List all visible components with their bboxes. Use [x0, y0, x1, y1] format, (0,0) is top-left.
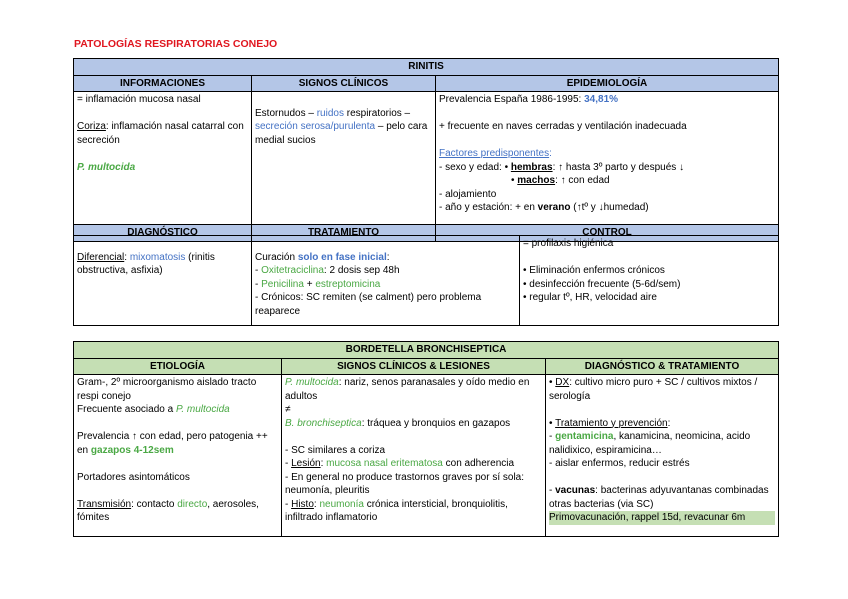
rinitis-col-signos: SIGNOS CLÍNICOS — [252, 75, 436, 92]
rinitis-col-informaciones: INFORMACIONES — [74, 75, 252, 92]
signos-text: Estornudos – ruidos respiratorios – secreción serosa/purulenta – pelo cara medial sucios — [255, 107, 428, 146]
page-title: PATOLOGÍAS RESPIRATORIAS CONEJO — [74, 38, 278, 50]
diag-diferencial: Diferencial: mixomatosis (rinitis obstructiva, asfixia) — [77, 251, 215, 276]
signos-coriza: - SC similares a coriza — [285, 444, 386, 456]
epi-factor-machos: • machos: ↑ con edad — [511, 175, 610, 186]
diag-primovacunacion: Primovacunación, rappel 15d, revacunar 6m — [549, 511, 775, 525]
epi-prevalencia: Prevalencia España 1986-1995: 34,81% — [439, 94, 619, 105]
info-definition: = inflamación mucosa nasal — [77, 94, 201, 105]
diag-dx: • DX: cultivo micro puro + SC / cultivos mixtos / serología — [549, 377, 758, 402]
epi-naves: + frecuente en naves cerradas y ventilación inadecuada — [439, 121, 687, 132]
epi-factor-hembras: - sexo y edad: • hembras: ↑ hasta 3º parto y después ↓ — [439, 161, 685, 173]
epi-factores: Factores predisponentes: — [439, 148, 552, 159]
control-profilaxis: = profilaxis higiénica — [523, 238, 614, 249]
signos-distinto: ≠ — [285, 404, 291, 415]
control-desinfeccion: • desinfección frecuente (5-6d/sem) — [523, 278, 681, 290]
rinitis-col-control: CONTROL — [436, 225, 779, 242]
rinitis-heading: RINITIS — [74, 59, 779, 76]
rinitis-table — [73, 58, 779, 242]
signos-lesion: - Lesión: mucosa nasal eritematosa con adherencia — [285, 458, 515, 469]
bordetella-table — [73, 341, 779, 537]
bordetella-col-diagnostico: DIAGNÓSTICO & TRATAMIENTO — [546, 358, 779, 375]
rinitis-info-cell — [74, 92, 252, 225]
bordetella-diag-cell — [546, 375, 779, 537]
epi-factor-alojamiento: - alojamiento — [439, 188, 497, 200]
bordetella-col-signos: SIGNOS CLÍNICOS & LESIONES — [282, 358, 546, 375]
diag-tratamiento: • Tratamiento y prevención: — [549, 417, 671, 429]
rinitis-control-cell — [520, 236, 779, 326]
trat-cronicos: - Crónicos: SC remiten (se calment) pero problema reaparece — [255, 292, 482, 317]
diag-antibioticos: - gentamicina, kanamicina, neomicina, acido nalidixico, espiramicina… — [549, 431, 751, 456]
rinitis-trat-cell — [252, 236, 520, 326]
rinitis-signos-cell — [252, 92, 436, 225]
rinitis-epi-cell — [436, 92, 779, 225]
control-regular: • regular tº, HR, velocidad aire — [523, 292, 657, 303]
etio-portadores: Portadores asintomáticos — [77, 471, 190, 483]
rinitis-col-epidemiologia: EPIDEMIOLOGÍA — [436, 75, 779, 92]
bordetella-signos-cell — [282, 375, 546, 537]
signos-multocida: P. multocida: nariz, senos paranasales y oído medio en adultos — [285, 377, 530, 402]
rinitis-col-diagnostico: DIAGNÓSTICO — [74, 225, 252, 242]
info-agent: P. multocida — [77, 161, 136, 173]
signos-bronchiseptica: B. bronchiseptica: tráquea y bronquios en gazapos — [285, 417, 511, 429]
control-eliminacion: • Eliminación enfermos crónicos — [523, 265, 665, 276]
epi-factor-estacion: - año y estación: + en verano (↑tº y ↓humedad) — [439, 202, 649, 213]
info-coriza: Coriza: inflamación nasal catarral con secreción — [77, 121, 244, 146]
rinitis-table-bottom — [73, 235, 779, 326]
etio-gram: Gram-, 2º microorganismo aislado tracto respi conejo — [77, 377, 257, 402]
rinitis-col-tratamiento: TRATAMIENTO — [252, 225, 436, 242]
bordetella-etio-cell — [74, 375, 282, 537]
bordetella-heading: BORDETELLA BRONCHISEPTICA — [74, 342, 779, 359]
bordetella-col-etiologia: ETIOLOGÍA — [74, 358, 282, 375]
etio-prevalencia: Prevalencia ↑ con edad, pero patogenia ++ en gazapos 4-12sem — [77, 431, 268, 456]
diag-aislar: - aislar enfermos, reducir estrés — [549, 458, 690, 469]
etio-asociado: Frecuente asociado a P. multocida — [77, 404, 230, 415]
trat-oxitetraciclina: - Oxitetraciclina: 2 dosis sep 48h — [255, 265, 400, 276]
etio-transmision: Transmisión: contacto directo, aerosoles, fómites — [77, 498, 259, 523]
rinitis-diag-cell — [74, 236, 252, 326]
diag-vacunas: - vacunas: bacterinas adyuvantanas combinadas otras bacterias (via SC) — [549, 485, 769, 510]
signos-histo: - Histo: neumonía crónica intersticial, bronquiolitis, infiltrado inflamatorio — [285, 498, 508, 523]
trat-penicilina: - Penicilina + estreptomicina — [255, 278, 381, 290]
signos-general: - En general no produce trastornos graves por sí sola: neumonía, pleuritis — [285, 471, 525, 496]
trat-curacion: Curación solo en fase inicial: — [255, 251, 390, 263]
